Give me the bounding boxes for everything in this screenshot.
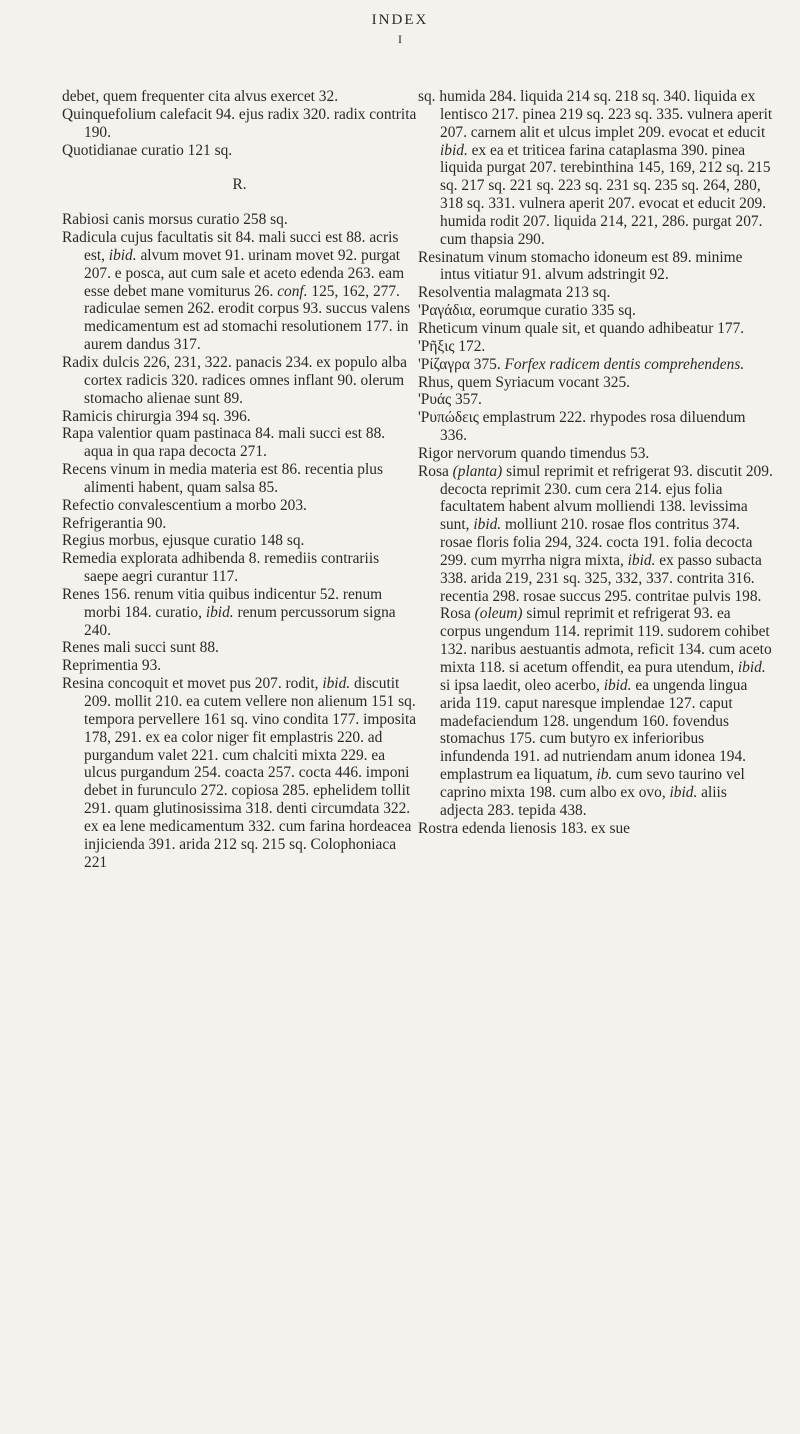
entry-text: discutit 209. mollit 210. ea cutem vellere non alienum 151 sq. tempora pervellere 161 sq. vino condita 177. imposita 178, 291. ex ea color niger fit emplastris 220. ad purgandum valet 221. cum chalciti mixta 229. ea ulcus purgandum 254. coacta 257. cocta 446. imponi debet in furunculo 272. copiosa 285. ephelidem tollit 291. quam glutinosissima 318. denti circumdata 322. ex ea lene medicamentum 332. cum farina hordeacea injicienda 391. arida 212 sq. 215 sq. Colophoniaca 221 xyxy=(84,675,417,871)
entry-italic: (oleum) xyxy=(474,605,523,623)
index-entry: Resolventia malagmata 213 sq. xyxy=(418,284,611,302)
index-entry: Refectio convalescentium a morbo 203. xyxy=(62,496,307,514)
index-entry: Rhus, quem Syriacum vocant 325. xyxy=(418,373,631,391)
entry-text: 'Ρίζαγρα 375. xyxy=(418,355,505,373)
index-entry: Rabiosi canis morsus curatio 258 sq. xyxy=(62,211,288,229)
entry-italic: ibid. xyxy=(205,603,234,621)
page-header: INDEX xyxy=(371,12,429,28)
index-entry: Rigor nervorum quando timendus 53. xyxy=(418,444,650,462)
entry-text: simul reprimit et refrigerat 93. ea corpus ungendum 114. reprimit 119. sudorem cohibet 132. naribus aestuantis admota, reficit 134. cum aceto mixta 118. si acetum offendit, ea pura utendum, xyxy=(440,605,772,676)
entry-text: ea ungenda lingua arida 119. caput naresque implendae 127. caput madefaciendum 128. ungendum 160. fovendus stomachus 175. cum butyro ex inferioribus infundenda 191. ad nutriendam anum idonea 194. emplastrum ea liquatum, xyxy=(440,676,748,784)
index-entry: 'Ρυπώδεις emplastrum 222. rhypodes rosa diluendum 336. xyxy=(418,409,746,445)
entry-text: si ipsa laedit, oleo acerbo, xyxy=(440,676,604,694)
index-entry: Rheticum vinum quale sit, et quando adhibeatur 177. xyxy=(418,319,745,337)
entry-text: ex ea et triticea farina cataplasma 390. pinea liquida purgat 207. terebinthina 145, 169, 212 sq. 215 sq. 217 sq. 221 sq. 223 sq. 231 sq. 235 sq. 264, 280, 318 sq. 331. vulnera aperit 207. evocat et educit 209. humida rodit 207. liquida 214, 221, 286. purgat 207. cum thapsia 290. xyxy=(440,141,771,248)
index-entry xyxy=(418,356,773,374)
index-entry: Ramicis chirurgia 394 sq. 396. xyxy=(62,407,251,425)
entry-italic: ibid. xyxy=(737,659,766,676)
index-entry: Rostra edenda lienosis 183. ex sue xyxy=(418,819,631,837)
index-entry: Refrigerantia 90. xyxy=(62,514,167,532)
index-entry: Quinquefolium calefacit 94. ejus radix 320. radix contrita 190. xyxy=(62,105,417,141)
index-entry: debet, quem frequenter cita alvus exercet 32. xyxy=(62,88,339,105)
index-entry xyxy=(418,463,773,820)
entry-text: alvum movet 91. urinam movet 92. purgat 207. e posca, aut cum sale et aceto edenda 263. eam esse debet mane vomiturus 26. xyxy=(84,246,405,300)
entry-text: cum sevo taurino vel caprino mixta 198. cum albo ex ovo, xyxy=(440,766,745,801)
index-entry xyxy=(418,88,773,249)
entry-text: Resina concoquit et movet pus 207. rodit, xyxy=(62,675,323,693)
index-entry xyxy=(62,675,417,871)
right-column xyxy=(418,88,773,837)
section-letter: R. xyxy=(232,176,247,194)
entry-text: aliis adjecta 283. tepida 438. xyxy=(440,783,727,819)
entry-italic: ibid. xyxy=(669,783,698,801)
index-entry: Rapa valentior quam pastinaca 84. mali succi est 88. aqua in qua rapa decocta 271. xyxy=(62,425,386,461)
entry-italic: ibid. xyxy=(473,516,502,534)
index-entry: Resinatum vinum stomacho idoneum est 89. minime intus vitiatur 91. alvum adstringit 92. xyxy=(418,248,743,284)
entry-text: Radicula cujus facultatis sit 84. mali succi est 88. acris est, xyxy=(62,229,399,264)
entry-text: simul reprimit et refrigerat 93. discutit 209. decocta reprimit 230. cum cera 214. ejus folia facultatem habent alvum molliendi 138. levissima sunt, xyxy=(440,462,773,534)
entry-italic: (planta) xyxy=(452,462,503,480)
entry-italic: ibid. xyxy=(322,675,351,693)
index-entry: Recens vinum in media materia est 86. recentia plus alimenti habent, quam salsa 85. xyxy=(62,461,383,496)
index-entry: Reprimentia 93. xyxy=(62,657,162,675)
index-entry: 'Ρυάς 357. xyxy=(418,391,482,409)
entry-text: ex passo subacta 338. arida 219, 231 sq. 325, 332, 337. contrita 316. recentia 298. rosae succus 295. contritae pulvis 198. Rosa xyxy=(440,551,762,623)
entry-text: molliunt 210. rosae flos contritus 374. rosae floris folia 294, 324. cocta 191. folia decocta 299. cum myrrha nigra mixta, xyxy=(440,516,753,569)
index-entry: Radix dulcis 226, 231, 322. panacis 234. ex populo alba cortex radicis 320. radices omnes inflant 90. olerum stomacho alienae sunt 89. xyxy=(62,353,407,407)
entry-italic: ib. xyxy=(596,766,613,784)
entry-text: renum percussorum signa 240. xyxy=(84,603,396,639)
header-mark: I xyxy=(398,32,402,46)
index-entry: Remedia explorata adhibenda 8. remediis contrariis saepe aegri curantur 117. xyxy=(62,550,380,586)
index-entry: Regius morbus, ejusque curatio 148 sq. xyxy=(62,532,305,550)
entry-italic: ibid. xyxy=(627,551,656,569)
index-entry xyxy=(62,586,417,640)
index-entry xyxy=(62,229,417,354)
entry-text: sq. humida 284. liquida 214 sq. 218 sq. 340. liquida ex lentisco 217. pinea 219 sq. 223 sq. 335. vulnera aperit 207. carnem alit et ulcus implet 209. evocat et educit xyxy=(418,88,773,141)
index-entry: Quotidianae curatio 121 sq. xyxy=(62,141,233,159)
index-entry: Renes mali succi sunt 88. xyxy=(62,639,219,657)
entry-italic: Forfex radicem dentis comprehendens. xyxy=(504,355,745,373)
entry-italic: ibid. xyxy=(603,676,632,694)
index-entry: 'Ραγάδια, eorumque curatio 335 sq. xyxy=(418,302,636,320)
left-column xyxy=(62,88,417,871)
entry-text: 125, 162, 277. radiculae semen 262. erodit corpus 93. succus valens medicamentum est ad stomachi resolutionem 177. in aurem dandus 317. xyxy=(84,282,411,354)
entry-text: Rosa xyxy=(418,462,453,480)
index-entry: 'Ρῆξις 172. xyxy=(418,337,486,355)
entry-text: Renes 156. renum vitia quibus indicentur 52. renum morbi 184. curatio, xyxy=(62,585,383,621)
entry-italic: ibid. xyxy=(108,246,137,264)
entry-italic: ibid. xyxy=(440,141,468,159)
entry-italic: conf. xyxy=(277,282,308,300)
